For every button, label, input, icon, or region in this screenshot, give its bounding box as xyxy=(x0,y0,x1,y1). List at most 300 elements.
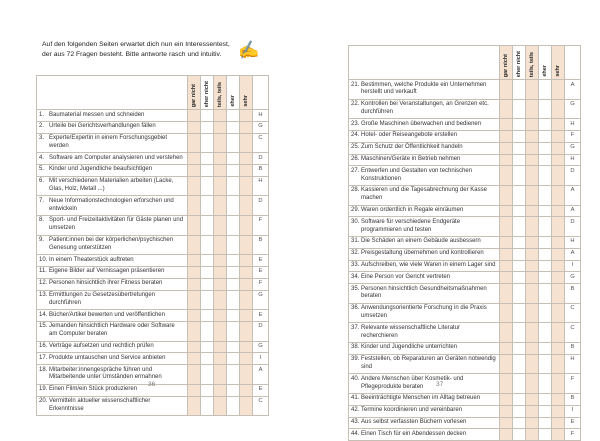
question-text: Einen Tisch für ein Abendessen decken xyxy=(361,430,467,437)
question-text: Anwendungsorientierte Forschung in die Praxis umsetzen xyxy=(361,305,487,320)
answer-cell-sehr xyxy=(552,186,565,206)
category-code: G xyxy=(253,122,269,134)
question-number: 19. xyxy=(39,386,48,393)
answer-cell-gar-nicht xyxy=(188,165,201,177)
question-row xyxy=(349,237,581,249)
question-text: Einen Film/ein Stück produzieren xyxy=(49,386,138,393)
answer-cell-teils-teils xyxy=(214,353,227,365)
question-row xyxy=(37,165,269,177)
question-row xyxy=(37,291,269,311)
question-text: Relevante wissenschaftliche Literatur recherchieren xyxy=(361,324,461,339)
answer-cell-teils-teils xyxy=(526,217,539,237)
answer-cell-sehr xyxy=(240,122,253,134)
answer-cell-eher xyxy=(539,80,552,100)
answer-cell-teils-teils xyxy=(526,119,539,131)
answer-cell-teils-teils xyxy=(214,153,227,165)
answer-cell-teils-teils xyxy=(214,134,227,154)
answer-cell-gar-nicht xyxy=(188,196,201,216)
answer-cell-eher-nicht xyxy=(513,304,526,324)
category-code: F xyxy=(253,279,269,291)
category-code: G xyxy=(253,342,269,354)
answer-cell-sehr xyxy=(240,165,253,177)
answer-cell-teils-teils xyxy=(526,418,539,430)
answer-cell-gar-nicht xyxy=(500,394,513,406)
category-code: A xyxy=(565,249,581,261)
category-code: G xyxy=(253,291,269,311)
answer-cell-eher xyxy=(539,323,552,343)
answer-cell-eher-nicht xyxy=(513,284,526,304)
answer-cell-eher-nicht xyxy=(513,155,526,167)
answer-cell-sehr xyxy=(552,237,565,249)
answer-cell-gar-nicht xyxy=(500,237,513,249)
question-number: 14. xyxy=(39,311,48,318)
answer-cell-gar-nicht xyxy=(188,322,201,342)
answer-cell-gar-nicht xyxy=(188,216,201,236)
answer-cell-eher-nicht xyxy=(201,310,214,322)
answer-cell-eher xyxy=(227,122,240,134)
answer-cell-teils-teils xyxy=(526,304,539,324)
category-code: C xyxy=(253,397,269,417)
question-number: 8. xyxy=(39,217,45,224)
answer-cell-teils-teils xyxy=(526,272,539,284)
question-number: 18. xyxy=(39,366,48,373)
question-row xyxy=(37,177,269,197)
question-number: 36. xyxy=(351,305,360,312)
question-number: 39. xyxy=(351,356,360,363)
question-number: 24. xyxy=(351,132,360,139)
question-cell xyxy=(349,418,500,430)
answer-cell-eher-nicht xyxy=(201,279,214,291)
answer-cell-eher xyxy=(539,217,552,237)
question-cell xyxy=(349,100,500,120)
question-text: Beeinträchtigte Menschen im Alltag betreuen xyxy=(361,395,481,402)
category-code: I xyxy=(565,406,581,418)
answer-cell-teils-teils xyxy=(526,429,539,441)
question-text: Experte/Expertin in einem Forschungsgebiet werden xyxy=(49,135,168,149)
question-cell xyxy=(349,249,500,261)
category-code: G xyxy=(565,100,581,120)
column-header-teils-teils xyxy=(526,46,539,80)
question-text: Patient:innen bei der körperlichen/psychischen Genesung unterstützen xyxy=(49,237,174,251)
answer-cell-teils-teils xyxy=(526,284,539,304)
question-row xyxy=(37,322,269,342)
category-code: C xyxy=(565,304,581,324)
answer-cell-sehr xyxy=(240,353,253,365)
question-row xyxy=(349,429,581,441)
answer-cell-eher xyxy=(227,267,240,279)
question-number: 22. xyxy=(351,101,360,108)
answer-cell-teils-teils xyxy=(214,216,227,236)
answer-cell-eher xyxy=(539,394,552,406)
question-text: Feststellen, ob Reparaturen an Geräten notwendig sind xyxy=(361,356,496,371)
answer-cell-eher-nicht xyxy=(513,249,526,261)
column-header-eher-nicht xyxy=(513,46,526,80)
answer-cell-teils-teils xyxy=(214,291,227,311)
question-cell xyxy=(349,261,500,273)
question-row xyxy=(349,418,581,430)
answer-cell-gar-nicht xyxy=(188,177,201,197)
answer-cell-gar-nicht xyxy=(188,397,201,417)
answer-cell-eher-nicht xyxy=(201,236,214,256)
answer-cell-eher-nicht xyxy=(513,186,526,206)
question-row xyxy=(37,342,269,354)
question-number: 42. xyxy=(351,407,360,414)
category-code: H xyxy=(565,355,581,375)
question-cell xyxy=(37,122,188,134)
question-cell xyxy=(349,355,500,375)
answer-cell-gar-nicht xyxy=(500,143,513,155)
page-number-right: 37 xyxy=(436,381,444,388)
answer-cell-teils-teils xyxy=(526,343,539,355)
answer-cell-eher-nicht xyxy=(201,134,214,154)
question-cell xyxy=(37,397,188,417)
answer-cell-sehr xyxy=(240,342,253,354)
category-code: C xyxy=(253,134,269,154)
category-code: F xyxy=(565,374,581,394)
question-text: Maschinen/Geräte in Betrieb nehmen xyxy=(361,156,461,163)
question-number: 25. xyxy=(351,144,360,151)
answer-cell-eher xyxy=(227,196,240,216)
category-code: D xyxy=(565,217,581,237)
answer-cell-eher-nicht xyxy=(201,385,214,397)
answer-cell-eher-nicht xyxy=(201,110,214,122)
category-code: A xyxy=(253,365,269,385)
answer-cell-teils-teils xyxy=(526,323,539,343)
question-text: Sport- und Freizeitaktivitäten für Gäste planen und umsetzen xyxy=(49,217,184,232)
answer-cell-teils-teils xyxy=(526,374,539,394)
answer-cell-teils-teils xyxy=(214,177,227,197)
question-cell xyxy=(37,322,188,342)
question-text: Mit verschiedenen Materialien arbeiten (Lacke, Glas, Holz, Metall ...) xyxy=(49,178,174,193)
answer-cell-gar-nicht xyxy=(500,323,513,343)
answer-cell-sehr xyxy=(240,177,253,197)
answer-cell-gar-nicht xyxy=(500,418,513,430)
category-code: H xyxy=(565,119,581,131)
question-text: Urteile bei Gerichtsverhandlungen fällen xyxy=(49,123,156,130)
column-header-label: eher xyxy=(542,65,548,77)
question-cell xyxy=(37,353,188,365)
answer-cell-teils-teils xyxy=(526,100,539,120)
answer-cell-teils-teils xyxy=(214,110,227,122)
question-cell xyxy=(37,110,188,122)
question-text: Verträge aufsetzen und rechtlich prüfen xyxy=(49,343,154,350)
answer-cell-eher-nicht xyxy=(201,165,214,177)
question-text: Baumaterial messen und schneiden xyxy=(49,111,145,118)
question-text: Große Maschinen überwachen und bedienen xyxy=(361,120,482,127)
answer-cell-eher xyxy=(227,165,240,177)
question-cell xyxy=(349,155,500,167)
answer-cell-sehr xyxy=(552,155,565,167)
question-number: 32. xyxy=(351,250,360,257)
answer-cell-eher-nicht xyxy=(201,365,214,385)
question-row xyxy=(349,284,581,304)
question-text: Mitarbeiter:innengespräche führen und Mitarbeitende unter Umständen ermahnen xyxy=(49,366,162,381)
question-row xyxy=(349,155,581,167)
answer-cell-sehr xyxy=(240,279,253,291)
answer-cell-eher-nicht xyxy=(201,216,214,236)
answer-cell-teils-teils xyxy=(526,249,539,261)
category-code: E xyxy=(253,255,269,267)
question-number: 13. xyxy=(39,292,48,299)
question-cell xyxy=(37,365,188,385)
question-row xyxy=(349,131,581,143)
answer-cell-sehr xyxy=(552,429,565,441)
answer-cell-gar-nicht xyxy=(188,110,201,122)
answer-cell-sehr xyxy=(240,236,253,256)
question-cell xyxy=(349,406,500,418)
answer-cell-eher xyxy=(539,237,552,249)
question-column-header xyxy=(37,76,188,110)
column-header-label: sehr xyxy=(555,65,561,77)
answer-cell-gar-nicht xyxy=(188,342,201,354)
category-code: D xyxy=(253,322,269,342)
question-cell xyxy=(37,134,188,154)
answer-cell-sehr xyxy=(240,385,253,397)
question-number: 1. xyxy=(39,111,45,118)
answer-cell-gar-nicht xyxy=(188,153,201,165)
answer-cell-eher-nicht xyxy=(513,429,526,441)
question-text: Kinder und Jugendliche unterrichten xyxy=(361,344,458,351)
question-number: 17. xyxy=(39,354,48,361)
answer-cell-eher xyxy=(227,177,240,197)
answer-cell-teils-teils xyxy=(214,236,227,256)
question-row xyxy=(349,343,581,355)
answer-cell-eher xyxy=(539,272,552,284)
answer-cell-gar-nicht xyxy=(500,304,513,324)
question-cell xyxy=(37,165,188,177)
answer-cell-eher-nicht xyxy=(513,80,526,100)
answer-cell-sehr xyxy=(552,418,565,430)
answer-cell-sehr xyxy=(240,365,253,385)
question-text: Hotel- oder Reiseangebote erstellen xyxy=(361,132,458,139)
answer-cell-eher-nicht xyxy=(201,177,214,197)
column-header-eher xyxy=(539,46,552,80)
question-row xyxy=(349,119,581,131)
answer-cell-eher-nicht xyxy=(513,217,526,237)
question-cell xyxy=(37,310,188,322)
table-header-row xyxy=(349,46,581,80)
answer-cell-eher xyxy=(227,153,240,165)
answer-cell-eher-nicht xyxy=(513,343,526,355)
answer-cell-eher xyxy=(539,166,552,186)
question-number: 31. xyxy=(351,238,360,245)
question-text: Waren ordentlich in Regale einräumen xyxy=(361,207,464,214)
question-cell xyxy=(37,291,188,311)
answer-cell-sehr xyxy=(552,100,565,120)
category-code: A xyxy=(565,186,581,206)
answer-cell-eher xyxy=(227,322,240,342)
question-row xyxy=(349,186,581,206)
answer-cell-eher-nicht xyxy=(201,255,214,267)
column-header-label: gar nicht xyxy=(503,53,509,77)
category-code: E xyxy=(565,418,581,430)
answer-cell-eher-nicht xyxy=(513,206,526,218)
question-text: In einem Theaterstück auftreten xyxy=(49,256,134,263)
question-number: 15. xyxy=(39,323,48,330)
question-number: 20. xyxy=(39,398,48,405)
category-code: F xyxy=(565,131,581,143)
code-column-header xyxy=(565,46,581,80)
writing-hand-icon: ✍ xyxy=(236,39,261,62)
column-header-label: gar nicht xyxy=(191,83,197,107)
column-header-label: teils, teils xyxy=(217,81,223,107)
answer-cell-eher-nicht xyxy=(513,418,526,430)
answer-cell-sehr xyxy=(552,304,565,324)
answer-cell-gar-nicht xyxy=(500,100,513,120)
question-text: Personen hinsichtlich Gesundheitsmaßnahmen beraten xyxy=(361,285,487,300)
table-header-row xyxy=(37,76,269,110)
answer-cell-teils-teils xyxy=(214,255,227,267)
answer-cell-gar-nicht xyxy=(188,353,201,365)
intro-text: Auf den folgenden Seiten erwartet dich nun ein Interessentest, der aus 72 Fragen besteht. Bitte antworte rasch und intuitiv. xyxy=(42,41,230,59)
answer-cell-eher xyxy=(539,100,552,120)
question-row xyxy=(37,310,269,322)
question-text: Kinder und Jugendliche beaufsichtigen xyxy=(49,166,153,173)
category-code: D xyxy=(565,166,581,186)
question-cell xyxy=(349,394,500,406)
answer-cell-sehr xyxy=(240,310,253,322)
category-code: H xyxy=(565,155,581,167)
answer-cell-eher xyxy=(227,310,240,322)
answer-cell-teils-teils xyxy=(526,406,539,418)
answer-cell-eher xyxy=(539,119,552,131)
column-header-eher xyxy=(227,76,240,110)
category-code: B xyxy=(565,284,581,304)
answer-cell-gar-nicht xyxy=(500,284,513,304)
question-row xyxy=(349,323,581,343)
answer-cell-eher-nicht xyxy=(201,342,214,354)
answer-cell-teils-teils xyxy=(526,143,539,155)
answer-cell-eher-nicht xyxy=(513,237,526,249)
answer-cell-gar-nicht xyxy=(188,134,201,154)
question-row xyxy=(37,122,269,134)
question-cell xyxy=(349,166,500,186)
answer-cell-gar-nicht xyxy=(500,131,513,143)
answer-cell-teils-teils xyxy=(214,122,227,134)
question-text: Jemanden hinsichtlich Hardware oder Software am Computer beraten xyxy=(49,323,175,338)
page-number-left: 36 xyxy=(148,381,156,388)
answer-cell-sehr xyxy=(240,153,253,165)
question-number: 29. xyxy=(351,207,360,214)
question-cell xyxy=(349,80,500,100)
answer-cell-eher xyxy=(227,385,240,397)
answer-cell-eher-nicht xyxy=(201,196,214,216)
answer-cell-eher xyxy=(227,397,240,417)
answer-cell-sehr xyxy=(240,267,253,279)
question-text: Entwerfen und Gestalten von technischen Konstruktionen xyxy=(361,167,473,182)
answer-cell-eher xyxy=(539,343,552,355)
answer-cell-sehr xyxy=(552,394,565,406)
question-cell xyxy=(349,429,500,441)
column-header-gar-nicht xyxy=(188,76,201,110)
answer-cell-eher xyxy=(539,429,552,441)
answer-cell-gar-nicht xyxy=(188,291,201,311)
question-row xyxy=(349,217,581,237)
question-text: Ermittlungen zu Gesetzesübertretungen durchführen xyxy=(49,292,156,306)
question-cell xyxy=(349,323,500,343)
answer-cell-gar-nicht xyxy=(188,267,201,279)
answer-cell-sehr xyxy=(552,406,565,418)
question-row xyxy=(37,397,269,417)
answer-cell-teils-teils xyxy=(526,155,539,167)
answer-cell-teils-teils xyxy=(526,394,539,406)
question-row xyxy=(349,304,581,324)
question-cell xyxy=(37,267,188,279)
question-cell xyxy=(37,216,188,236)
question-number: 4. xyxy=(39,154,45,161)
question-text: Eigene Bilder auf Vernissagen präsentieren xyxy=(49,268,165,275)
column-header-label: eher nicht xyxy=(516,50,522,77)
answer-cell-teils-teils xyxy=(214,385,227,397)
category-code: E xyxy=(253,310,269,322)
answer-cell-teils-teils xyxy=(214,196,227,216)
answer-cell-gar-nicht xyxy=(188,255,201,267)
answer-cell-gar-nicht xyxy=(500,80,513,100)
answer-cell-eher-nicht xyxy=(513,323,526,343)
answer-cell-eher-nicht xyxy=(201,353,214,365)
answer-cell-teils-teils xyxy=(526,186,539,206)
category-code: A xyxy=(565,80,581,100)
category-code: G xyxy=(565,143,581,155)
question-cell xyxy=(37,196,188,216)
question-text: Bücher/Artikel bewerten und veröffentlichen xyxy=(49,311,165,318)
question-row xyxy=(37,110,269,122)
category-code: B xyxy=(253,165,269,177)
answer-cell-eher-nicht xyxy=(201,153,214,165)
answer-cell-eher xyxy=(227,353,240,365)
answer-cell-eher xyxy=(227,291,240,311)
question-number: 35. xyxy=(351,285,360,292)
question-row xyxy=(349,206,581,218)
answer-cell-teils-teils xyxy=(214,397,227,417)
answer-cell-teils-teils xyxy=(526,261,539,273)
category-code: B xyxy=(565,394,581,406)
answer-cell-sehr xyxy=(552,374,565,394)
question-number: 9. xyxy=(39,237,45,244)
question-text: Aus selbst verfassten Büchern vorlesen xyxy=(361,419,467,425)
answer-cell-gar-nicht xyxy=(500,374,513,394)
answer-cell-sehr xyxy=(552,80,565,100)
question-row xyxy=(349,261,581,273)
answer-cell-gar-nicht xyxy=(188,122,201,134)
questionnaire-table-right xyxy=(348,45,581,441)
category-code: I xyxy=(253,353,269,365)
column-header-sehr xyxy=(552,46,565,80)
answer-cell-gar-nicht xyxy=(500,355,513,375)
answer-cell-eher-nicht xyxy=(201,322,214,342)
question-cell xyxy=(37,153,188,165)
code-column-header xyxy=(253,76,269,110)
question-number: 40. xyxy=(351,375,360,382)
column-header-gar-nicht xyxy=(500,46,513,80)
question-number: 30. xyxy=(351,218,360,225)
answer-cell-sehr xyxy=(552,249,565,261)
category-code: A xyxy=(565,206,581,218)
column-header-label: sehr xyxy=(243,95,249,107)
answer-cell-teils-teils xyxy=(526,237,539,249)
question-text: Neue Informationstechnologien erforschen und entwickeln xyxy=(49,197,174,212)
category-code: D xyxy=(253,153,269,165)
answer-cell-gar-nicht xyxy=(188,279,201,291)
question-row xyxy=(349,355,581,375)
question-number: 38. xyxy=(351,344,360,351)
question-row xyxy=(37,279,269,291)
intro-block xyxy=(42,40,272,60)
answer-cell-eher xyxy=(539,249,552,261)
answer-cell-sehr xyxy=(240,216,253,236)
answer-cell-sehr xyxy=(552,119,565,131)
answer-cell-sehr xyxy=(552,323,565,343)
